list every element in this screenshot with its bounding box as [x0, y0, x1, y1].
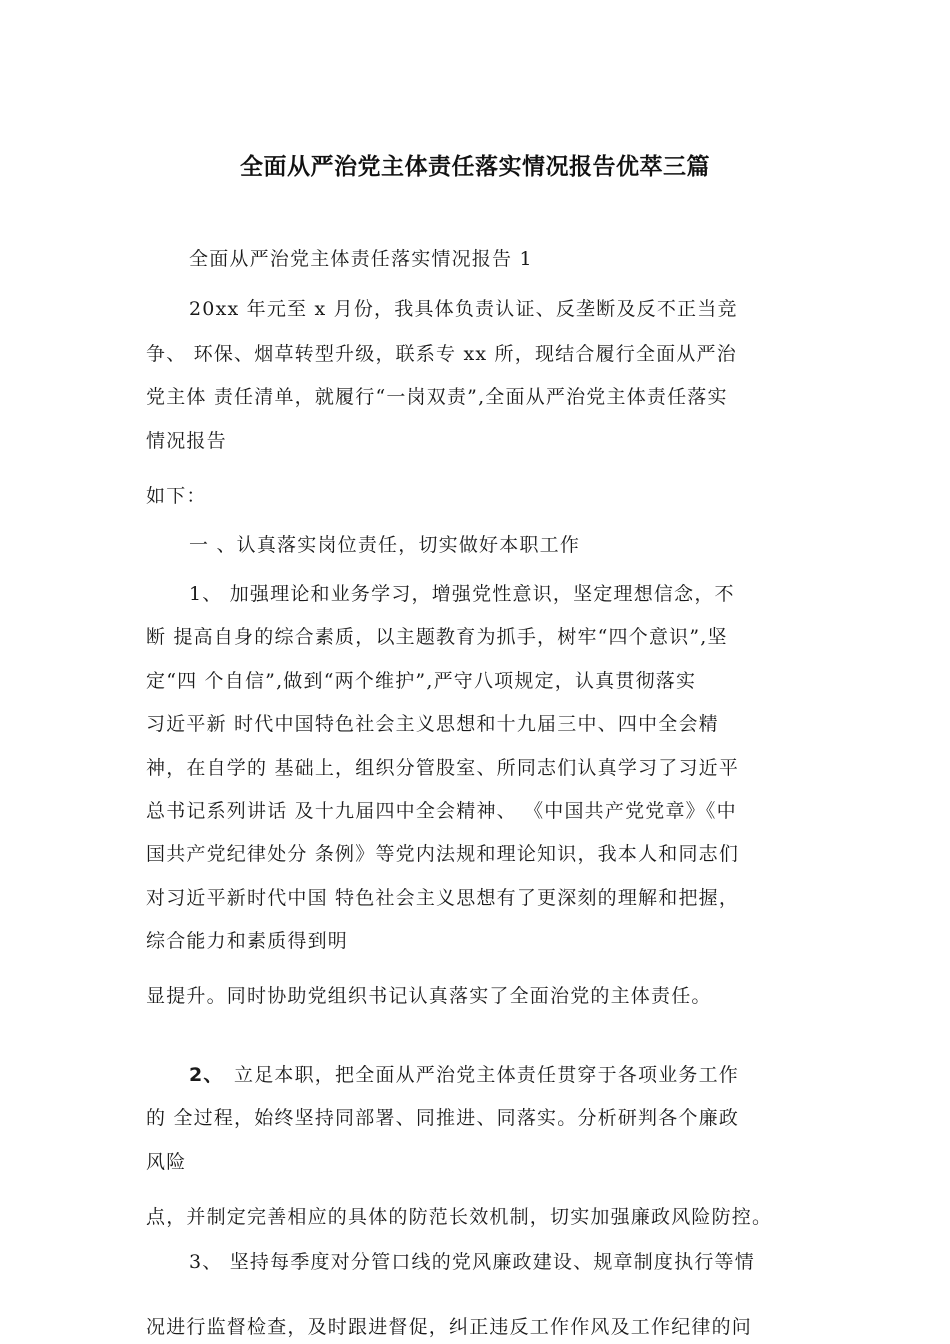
paragraph-line: 况进行监督检查，及时跟进督促，纠正违反工作作风及工作纪律的问 [146, 1316, 753, 1338]
paragraph-line: 争、 环保、烟草转型升级，联系专 xx 所，现结合履行全面从严治 [146, 343, 737, 365]
paragraph-line: 20xx 年元至 x 月份，我具体负责认证、反垄断及反不正当竞 [189, 298, 738, 320]
document-title: 全面从严治党主体责任落实情况报告优萃三篇 [240, 154, 710, 180]
paragraph-line: 国共产党纪律处分 条例》等党内法规和理论知识，我本人和同志们 [146, 843, 740, 865]
item-number: 2、 [189, 1064, 224, 1086]
paragraph-line: 断 提高自身的综合素质，以主题教育为抓手，树牢“四个意识”,坚 [146, 626, 728, 648]
paragraph-line: 如下： [146, 485, 207, 507]
subsection-heading: 一 、认真落实岗位责任，切实做好本职工作 [189, 534, 581, 556]
paragraph-line: 习近平新 时代中国特色社会主义思想和十九届三中、四中全会精 [146, 713, 719, 735]
paragraph-line: 定“四 个自信”,做到“两个维护”,严守八项规定，认真贯彻落实 [146, 670, 697, 692]
paragraph-line: 显提升。同时协助党组织书记认真落实了全面治党的主体责任。 [146, 985, 712, 1007]
paragraph-line: 1、 加强理论和业务学习，增强党性意识，坚定理想信念，不 [189, 583, 735, 605]
section-heading: 全面从严治党主体责任落实情况报告 1 [189, 248, 533, 270]
paragraph-line: 神，在自学的 基础上，组织分管股室、所同志们认真学习了习近平 [146, 757, 740, 779]
paragraph-line: 情况报告 [146, 430, 227, 452]
paragraph-line: 点，并制定完善相应的具体的防范长效机制，切实加强廉政风险防控。 [146, 1206, 773, 1228]
paragraph-line: 立足本职，把全面从严治党主体责任贯穿于各项业务工作 [234, 1064, 740, 1086]
paragraph-line: 总书记系列讲话 及十九届四中全会精神、 《中国共产党党章》《中 [146, 800, 737, 822]
paragraph-line: 风险 [146, 1151, 187, 1173]
paragraph-line: 的 全过程，始终坚持同部署、同推进、同落实。分析研判各个廉政 [146, 1107, 740, 1129]
paragraph-line: 3、 坚持每季度对分管口线的党风廉政建设、规章制度执行等情 [189, 1251, 755, 1273]
paragraph-line: 党主体 责任清单，就履行“一岗双责”,全面从严治党主体责任落实 [146, 386, 728, 408]
paragraph-line: 对习近平新时代中国 特色社会主义思想有了更深刻的理解和把握， [146, 887, 740, 909]
paragraph-line: 综合能力和素质得到明 [146, 930, 349, 952]
